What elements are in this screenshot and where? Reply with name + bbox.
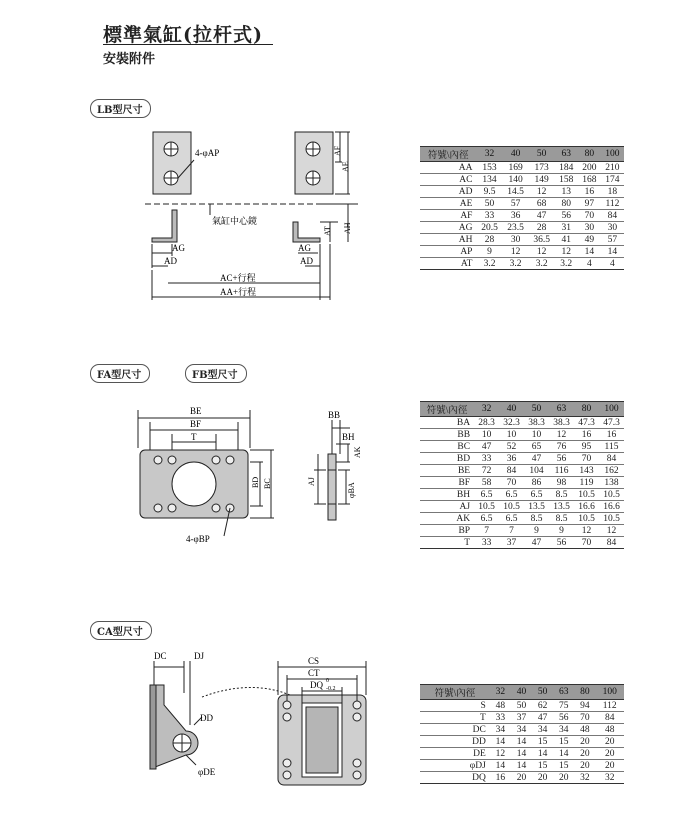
table-row: [420, 772, 624, 784]
value-cell: 28: [476, 234, 502, 246]
lb-ag-left-label: AG: [172, 243, 185, 253]
value-cell: 30: [503, 234, 529, 246]
symbol-cell: AJ: [420, 501, 474, 513]
lb-section-tag: LB型尺寸: [90, 99, 151, 118]
value-cell: 168: [578, 174, 601, 186]
fb-dimension-table: [420, 401, 624, 549]
lb-bracket-drawing: [140, 120, 370, 305]
table-row: [420, 489, 624, 501]
value-cell: 7: [499, 525, 524, 537]
value-cell: 10.5: [574, 513, 599, 525]
table-corner-header: 符號\內徑: [420, 402, 474, 417]
lb-center-label: 氣缸中心鏡: [212, 216, 258, 226]
value-cell: 7: [474, 525, 499, 537]
value-cell: 41: [555, 234, 578, 246]
value-cell: 76: [549, 441, 574, 453]
table-row: [420, 712, 624, 724]
value-cell: 47.3: [574, 417, 599, 429]
bore-size-header: 40: [511, 685, 532, 700]
value-cell: 47: [524, 537, 549, 549]
bore-size-header: 50: [524, 402, 549, 417]
value-cell: 84: [599, 537, 624, 549]
value-cell: 37: [511, 712, 532, 724]
ca-section-tag: CA型尺寸: [90, 621, 152, 640]
fb-aj-label: AJ: [307, 477, 316, 486]
symbol-cell: AD: [420, 186, 476, 198]
symbol-cell: BP: [420, 525, 474, 537]
ca-cs-label: CS: [308, 656, 320, 666]
value-cell: 15: [553, 736, 574, 748]
value-cell: 32: [574, 772, 595, 784]
value-cell: 97: [578, 198, 601, 210]
value-cell: 12: [529, 186, 555, 198]
table-row: [420, 234, 624, 246]
value-cell: 48: [574, 724, 595, 736]
table-row: [420, 258, 624, 270]
value-cell: 12: [574, 525, 599, 537]
value-cell: 50: [511, 700, 532, 712]
value-cell: 10.5: [599, 489, 624, 501]
value-cell: 12: [549, 429, 574, 441]
fb-bf-label: BF: [190, 419, 202, 429]
symbol-cell: BA: [420, 417, 474, 429]
value-cell: 23.5: [503, 222, 529, 234]
value-cell: 70: [574, 453, 599, 465]
value-cell: 16: [574, 429, 599, 441]
value-cell: 6.5: [524, 489, 549, 501]
value-cell: 75: [553, 700, 574, 712]
value-cell: 13: [555, 186, 578, 198]
value-cell: 9: [476, 246, 502, 258]
value-cell: 16: [578, 186, 601, 198]
value-cell: 47: [524, 453, 549, 465]
value-cell: 95: [574, 441, 599, 453]
value-cell: 12: [555, 246, 578, 258]
value-cell: 14: [511, 748, 532, 760]
value-cell: 84: [595, 712, 624, 724]
ca-dq-label: DQ: [310, 680, 323, 690]
table-row: [420, 525, 624, 537]
ca-dimension-table: [420, 684, 624, 784]
symbol-cell: AC: [420, 174, 476, 186]
value-cell: 13.5: [524, 501, 549, 513]
value-cell: 10.5: [499, 501, 524, 513]
table-row: [420, 513, 624, 525]
bore-size-header: 63: [555, 147, 578, 162]
value-cell: 6.5: [474, 513, 499, 525]
fb-bp-label: 4-φBP: [186, 534, 210, 544]
fb-section-tag: FB型尺寸: [185, 364, 247, 383]
value-cell: 16: [599, 429, 624, 441]
bore-size-header: 40: [503, 147, 529, 162]
value-cell: 52: [499, 441, 524, 453]
value-cell: 33: [474, 453, 499, 465]
value-cell: 134: [476, 174, 502, 186]
value-cell: 20: [595, 760, 624, 772]
bore-size-header: 63: [553, 685, 574, 700]
value-cell: 8.5: [549, 489, 574, 501]
symbol-cell: T: [420, 537, 474, 549]
table-row: [420, 441, 624, 453]
value-cell: 210: [601, 162, 624, 174]
lb-ae-label: AE: [341, 161, 350, 172]
value-cell: 34: [511, 724, 532, 736]
bore-size-header: 32: [476, 147, 502, 162]
value-cell: 10.5: [599, 513, 624, 525]
symbol-cell: AA: [420, 162, 476, 174]
clevis-drawing: [140, 645, 380, 795]
lb-ah-label: AH: [343, 222, 352, 234]
value-cell: 57: [503, 198, 529, 210]
value-cell: 56: [549, 537, 574, 549]
value-cell: 34: [490, 724, 511, 736]
symbol-cell: BE: [420, 465, 474, 477]
value-cell: 47.3: [599, 417, 624, 429]
value-cell: 4: [578, 258, 601, 270]
table-row: [420, 477, 624, 489]
value-cell: 162: [599, 465, 624, 477]
value-cell: 115: [599, 441, 624, 453]
value-cell: 112: [595, 700, 624, 712]
bore-size-header: 63: [549, 402, 574, 417]
value-cell: 84: [601, 210, 624, 222]
value-cell: 15: [532, 760, 553, 772]
value-cell: 14.5: [503, 186, 529, 198]
title-divider: [103, 44, 273, 45]
value-cell: 20.5: [476, 222, 502, 234]
bore-size-header: 80: [574, 402, 599, 417]
value-cell: 14: [601, 246, 624, 258]
lb-ac-stroke-label: AC+行程: [220, 273, 256, 283]
bore-size-header: 32: [490, 685, 511, 700]
value-cell: 56: [555, 210, 578, 222]
value-cell: 34: [553, 724, 574, 736]
value-cell: 20: [553, 772, 574, 784]
value-cell: 20: [574, 748, 595, 760]
value-cell: 14: [490, 760, 511, 772]
value-cell: 14: [578, 246, 601, 258]
lb-dimension-table: [420, 146, 624, 270]
value-cell: 16.6: [574, 501, 599, 513]
value-cell: 84: [599, 453, 624, 465]
table-row: [420, 760, 624, 772]
value-cell: 119: [574, 477, 599, 489]
value-cell: 33: [474, 537, 499, 549]
fb-bc-label: BC: [263, 478, 272, 489]
value-cell: 32.3: [499, 417, 524, 429]
symbol-cell: AE: [420, 198, 476, 210]
value-cell: 36: [503, 210, 529, 222]
value-cell: 70: [574, 712, 595, 724]
table-row: [420, 724, 624, 736]
bore-size-header: 50: [532, 685, 553, 700]
value-cell: 32: [595, 772, 624, 784]
value-cell: 10: [474, 429, 499, 441]
value-cell: 149: [529, 174, 555, 186]
value-cell: 28: [529, 222, 555, 234]
value-cell: 70: [574, 537, 599, 549]
symbol-cell: BB: [420, 429, 474, 441]
table-row: [420, 748, 624, 760]
lb-ad-left-label: AD: [164, 256, 177, 266]
table-row: [420, 453, 624, 465]
flange-drawing: [128, 400, 378, 550]
value-cell: 104: [524, 465, 549, 477]
value-cell: 98: [549, 477, 574, 489]
value-cell: 47: [529, 210, 555, 222]
value-cell: 158: [555, 174, 578, 186]
value-cell: 70: [499, 477, 524, 489]
table-row: [420, 537, 624, 549]
symbol-cell: AK: [420, 513, 474, 525]
bore-size-header: 80: [578, 147, 601, 162]
value-cell: 20: [574, 760, 595, 772]
table-row: [420, 162, 624, 174]
fb-ba-label: φBA: [347, 482, 356, 498]
value-cell: 70: [578, 210, 601, 222]
fb-bd-label: BD: [251, 476, 260, 488]
symbol-cell: BD: [420, 453, 474, 465]
value-cell: 10: [524, 429, 549, 441]
ca-dc-label: DC: [154, 651, 167, 661]
table-row: [420, 186, 624, 198]
value-cell: 14: [490, 736, 511, 748]
value-cell: 14: [553, 748, 574, 760]
bore-size-header: 40: [499, 402, 524, 417]
fb-bb-label: BB: [328, 410, 341, 420]
value-cell: 65: [524, 441, 549, 453]
value-cell: 13.5: [549, 501, 574, 513]
value-cell: 56: [549, 453, 574, 465]
value-cell: 12: [490, 748, 511, 760]
value-cell: 72: [474, 465, 499, 477]
symbol-cell: BF: [420, 477, 474, 489]
value-cell: 84: [499, 465, 524, 477]
value-cell: 6.5: [499, 489, 524, 501]
symbol-cell: DQ: [420, 772, 490, 784]
value-cell: 48: [490, 700, 511, 712]
ca-dj-label: DJ: [194, 651, 205, 661]
value-cell: 10.5: [574, 489, 599, 501]
value-cell: 9: [524, 525, 549, 537]
lb-af-label: AF: [333, 145, 342, 156]
value-cell: 14: [511, 760, 532, 772]
lb-at-label: AT: [323, 226, 332, 236]
value-cell: 143: [574, 465, 599, 477]
value-cell: 56: [553, 712, 574, 724]
table-row: [420, 465, 624, 477]
value-cell: 37: [499, 537, 524, 549]
value-cell: 38.3: [549, 417, 574, 429]
fb-be-label: BE: [190, 406, 202, 416]
value-cell: 200: [578, 162, 601, 174]
table-row: [420, 198, 624, 210]
value-cell: 12: [529, 246, 555, 258]
symbol-cell: DD: [420, 736, 490, 748]
symbol-cell: S: [420, 700, 490, 712]
value-cell: 30: [601, 222, 624, 234]
fb-bh-label: BH: [342, 432, 355, 442]
value-cell: 94: [574, 700, 595, 712]
value-cell: 48: [595, 724, 624, 736]
bore-size-header: 32: [474, 402, 499, 417]
value-cell: 20: [595, 748, 624, 760]
bore-size-header: 80: [574, 685, 595, 700]
symbol-cell: BH: [420, 489, 474, 501]
value-cell: 20: [532, 772, 553, 784]
value-cell: 62: [532, 700, 553, 712]
value-cell: 33: [490, 712, 511, 724]
table-row: [420, 174, 624, 186]
value-cell: 16.6: [599, 501, 624, 513]
value-cell: 36.5: [529, 234, 555, 246]
value-cell: 50: [476, 198, 502, 210]
value-cell: 47: [532, 712, 553, 724]
value-cell: 38.3: [524, 417, 549, 429]
value-cell: 58: [474, 477, 499, 489]
value-cell: 138: [599, 477, 624, 489]
lb-ad-right-label: AD: [300, 256, 313, 266]
value-cell: 173: [529, 162, 555, 174]
value-cell: 9: [549, 525, 574, 537]
value-cell: 18: [601, 186, 624, 198]
value-cell: 6.5: [474, 489, 499, 501]
bore-size-header: 100: [599, 402, 624, 417]
symbol-cell: T: [420, 712, 490, 724]
value-cell: 3.2: [529, 258, 555, 270]
lb-aa-stroke-label: AA+行程: [220, 287, 257, 297]
fa-section-tag: FA型尺寸: [90, 364, 150, 383]
value-cell: 86: [524, 477, 549, 489]
symbol-cell: AH: [420, 234, 476, 246]
table-corner-header: 符號\內徑: [420, 685, 490, 700]
value-cell: 112: [601, 198, 624, 210]
fb-t-label: T: [191, 432, 197, 442]
table-row: [420, 501, 624, 513]
value-cell: 20: [511, 772, 532, 784]
symbol-cell: φDJ: [420, 760, 490, 772]
symbol-cell: BC: [420, 441, 474, 453]
ca-de-label: φDE: [198, 767, 216, 777]
value-cell: 80: [555, 198, 578, 210]
value-cell: 169: [503, 162, 529, 174]
value-cell: 14: [532, 748, 553, 760]
symbol-cell: AF: [420, 210, 476, 222]
value-cell: 36: [499, 453, 524, 465]
page-title: 標準氣缸(拉杆式): [103, 24, 263, 46]
symbol-cell: DE: [420, 748, 490, 760]
fb-ak-label: AK: [353, 446, 362, 458]
value-cell: 3.2: [503, 258, 529, 270]
value-cell: 15: [532, 736, 553, 748]
value-cell: 116: [549, 465, 574, 477]
table-row: [420, 429, 624, 441]
value-cell: 33: [476, 210, 502, 222]
value-cell: 6.5: [499, 513, 524, 525]
value-cell: 8.5: [524, 513, 549, 525]
value-cell: 10.5: [474, 501, 499, 513]
value-cell: 47: [474, 441, 499, 453]
table-row: [420, 210, 624, 222]
value-cell: 9.5: [476, 186, 502, 198]
value-cell: 8.5: [549, 513, 574, 525]
table-row: [420, 222, 624, 234]
symbol-cell: DC: [420, 724, 490, 736]
value-cell: 68: [529, 198, 555, 210]
flange-side-view: [328, 454, 336, 520]
value-cell: 20: [574, 736, 595, 748]
value-cell: 140: [503, 174, 529, 186]
value-cell: 3.2: [555, 258, 578, 270]
value-cell: 28.3: [474, 417, 499, 429]
ca-dq-tol-hi: 0: [326, 678, 329, 684]
table-row: [420, 246, 624, 258]
symbol-cell: AP: [420, 246, 476, 258]
value-cell: 4: [601, 258, 624, 270]
bore-size-header: 50: [529, 147, 555, 162]
value-cell: 14: [511, 736, 532, 748]
value-cell: 57: [601, 234, 624, 246]
value-cell: 174: [601, 174, 624, 186]
bore-size-header: 100: [595, 685, 624, 700]
lb-ap-label: 4-φAP: [195, 148, 220, 158]
value-cell: 12: [599, 525, 624, 537]
symbol-cell: AG: [420, 222, 476, 234]
value-cell: 184: [555, 162, 578, 174]
value-cell: 34: [532, 724, 553, 736]
value-cell: 49: [578, 234, 601, 246]
value-cell: 20: [595, 736, 624, 748]
lb-ag-right-label: AG: [298, 243, 311, 253]
ca-dq-tol-lo: -0.2: [326, 686, 336, 692]
value-cell: 30: [578, 222, 601, 234]
table-row: [420, 417, 624, 429]
symbol-cell: AT: [420, 258, 476, 270]
value-cell: 16: [490, 772, 511, 784]
value-cell: 12: [503, 246, 529, 258]
value-cell: 3.2: [476, 258, 502, 270]
table-corner-header: 符號\內徑: [420, 147, 476, 162]
value-cell: 153: [476, 162, 502, 174]
value-cell: 31: [555, 222, 578, 234]
ca-dd-label: DD: [200, 713, 213, 723]
page-subtitle: 安裝附件: [103, 52, 156, 67]
value-cell: 15: [553, 760, 574, 772]
value-cell: 10: [499, 429, 524, 441]
bore-size-header: 100: [601, 147, 624, 162]
table-row: [420, 700, 624, 712]
ca-ct-label: CT: [308, 668, 320, 678]
table-row: [420, 736, 624, 748]
